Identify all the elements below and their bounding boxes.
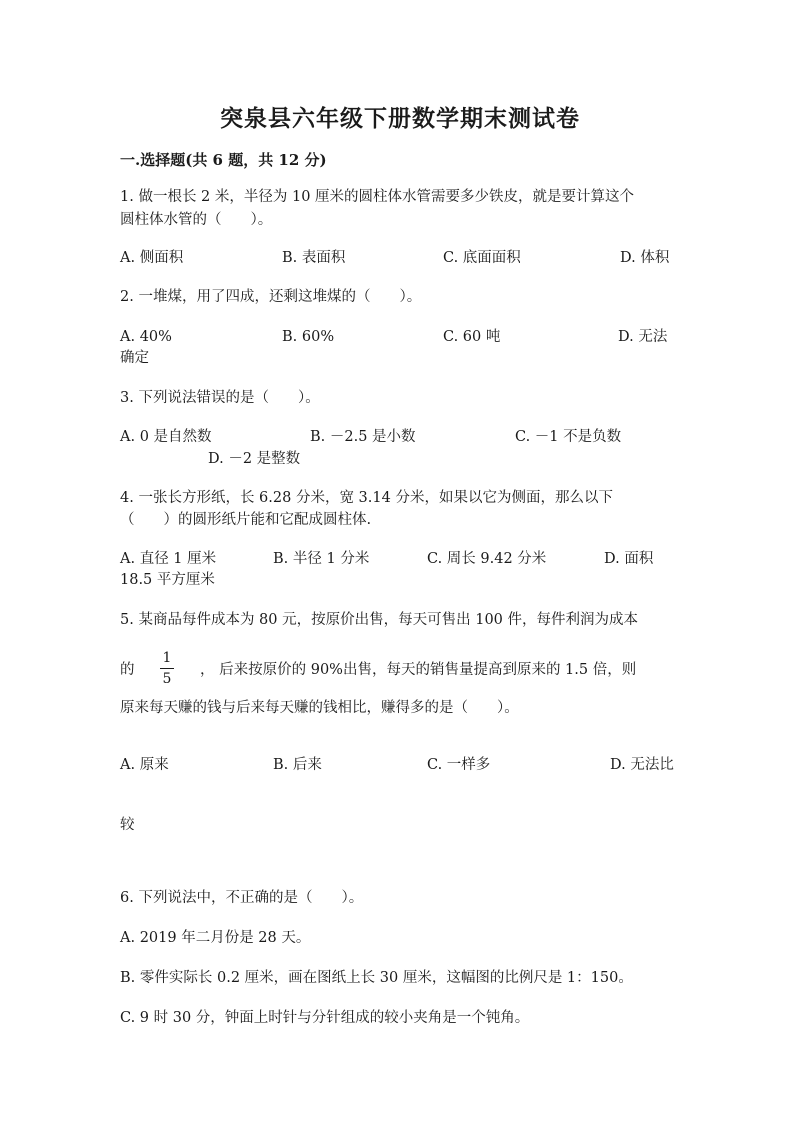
question-5-text-de: 的 — [120, 662, 135, 678]
q1-option-d: D. 体积 — [620, 250, 670, 266]
question-1-text-cont: 圆柱体水管的（ ）。 — [120, 212, 273, 228]
fraction-denominator: 5 — [162, 671, 172, 687]
q4-option-d: D. 面积 — [604, 551, 654, 567]
q2-option-c: C. 60 吨 — [443, 329, 501, 345]
q5-option-b: B. 后来 — [273, 757, 322, 773]
q4-option-c: C. 周长 9.42 分米 — [427, 551, 547, 567]
question-5-text-cont: ， 后来按原价的 90%出售，每天的销售量提高到原来的 1.5 倍，则 — [200, 662, 637, 678]
q2-option-d: D. 无法 — [618, 329, 668, 345]
q4-option-a: A. 直径 1 厘米 — [120, 551, 217, 567]
page-title: 突泉县六年级下册数学期末测试卷 — [220, 105, 580, 132]
q4-option-d-cont: 18.5 平方厘米 — [120, 572, 215, 588]
question-4-text: 4. 一张长方形纸，长 6.28 分米，宽 3.14 分米，如果以它为侧面，那么以下 — [120, 490, 613, 506]
fraction-one-fifth — [160, 650, 174, 687]
question-5-text: 5. 某商品每件成本为 80 元，按原价出售，每天可售出 100 件，每件利润为成本 — [120, 612, 639, 628]
q2-option-d-cont: 确定 — [120, 350, 149, 366]
q6-option-b: B. 零件实际长 0.2 厘米，画在图纸上长 30 厘米，这幅图的比例尺是 1：150。 — [120, 970, 633, 986]
q3-option-b: B. －2.5 是小数 — [310, 429, 416, 445]
section-heading: 一.选择题(共 6 题，共 12 分) — [120, 151, 327, 169]
q5-option-d-cont: 较 — [120, 817, 135, 833]
q3-option-d: D. －2 是整数 — [208, 451, 301, 467]
question-6-text: 6. 下列说法中，不正确的是（ ）。 — [120, 890, 364, 906]
q2-option-b: B. 60% — [282, 329, 335, 345]
q4-option-b: B. 半径 1 分米 — [273, 551, 370, 567]
q1-option-a: A. 侧面积 — [120, 250, 184, 266]
q6-option-a: A. 2019 年二月份是 28 天。 — [120, 930, 311, 946]
fraction-numerator: 1 — [162, 650, 172, 666]
q1-option-c: C. 底面面积 — [443, 250, 521, 266]
fraction-bar — [160, 668, 174, 669]
question-2-text: 2. 一堆煤，用了四成，还剩这堆煤的（ ）。 — [120, 289, 422, 305]
q3-option-c: C. －1 不是负数 — [515, 429, 622, 445]
q6-option-c: C. 9 时 30 分，钟面上时针与分针组成的较小夹角是一个钝角。 — [120, 1010, 530, 1026]
q5-option-d: D. 无法比 — [610, 757, 674, 773]
q5-option-a: A. 原来 — [120, 757, 169, 773]
q5-option-c: C. 一样多 — [427, 757, 491, 773]
q1-option-b: B. 表面积 — [282, 250, 346, 266]
q2-option-a: A. 40% — [120, 329, 172, 345]
question-3-text: 3. 下列说法错误的是（ ）。 — [120, 390, 320, 406]
q3-option-a: A. 0 是自然数 — [120, 429, 212, 445]
question-4-text-cont: （ ）的圆形纸片能和它配成圆柱体. — [120, 512, 372, 528]
question-1-text: 1. 做一根长 2 米，半径为 10 厘米的圆柱体水管需要多少铁皮，就是要计算这个 — [120, 189, 635, 205]
question-5-text-cont2: 原来每天赚的钱与后来每天赚的钱相比，赚得多的是（ ）。 — [120, 700, 519, 716]
